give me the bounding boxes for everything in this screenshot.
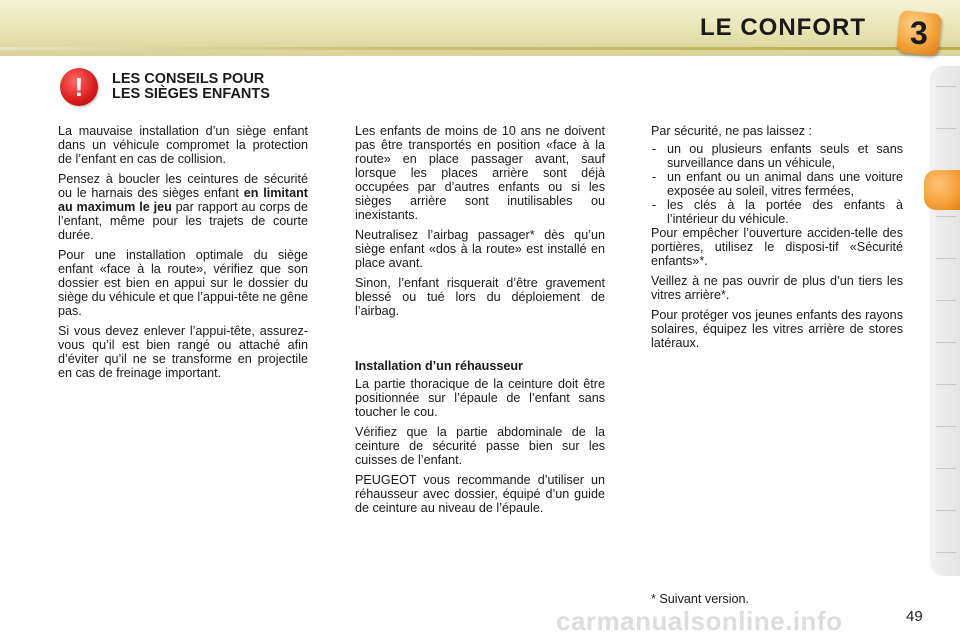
rail-divider — [936, 426, 956, 427]
text-column-2-lower — [355, 377, 605, 521]
rail-divider — [936, 342, 956, 343]
paragraph: Pour empêcher l’ouverture acciden-telle des portières, utilisez le disposi-tif «Sécurité enfants»*. — [651, 226, 903, 268]
watermark: carmanualsonline.info — [556, 606, 843, 636]
text-column-2 — [355, 124, 605, 324]
list-item: - les clés à la portée des enfants à l’intérieur du véhicule. — [651, 198, 903, 226]
bullet-list — [651, 142, 903, 226]
list-item: - un enfant ou un animal dans une voiture exposée au soleil, vitres fermées, — [651, 170, 903, 198]
rail-divider — [936, 128, 956, 129]
paragraph: La mauvaise installation d’un siège enfant dans un véhicule compromet la protection de l’enfant en cas de collision. — [58, 124, 308, 166]
section-title — [112, 72, 270, 102]
rail-divider — [936, 468, 956, 469]
paragraph: Neutralisez l’airbag passager* dès qu’un siège enfant «dos à la route» est installé en place avant. — [355, 228, 605, 270]
paragraph: Si vous devez enlever l’appui-tête, assurez-vous qu’il est bien rangé ou attaché afin d’éviter qu’il ne se transforme en projectile en cas de freinage important. — [58, 324, 308, 380]
rail-divider — [936, 552, 956, 553]
paragraph: La partie thoracique de la ceinture doit être positionnée sur l’épaule de l’enfant sans toucher le cou. — [355, 377, 605, 419]
text-column-1 — [58, 124, 308, 386]
paragraph-text: par rapport au corps de l’enfant, même pour les trajets de courte durée. — [58, 200, 308, 242]
paragraph: Veillez à ne pas ouvrir de plus d’un tiers les vitres arrière*. — [651, 274, 903, 302]
text-column-3 — [651, 124, 903, 356]
emphasis-text: en limitant au maximum le jeu — [58, 186, 308, 214]
paragraph: Pour protéger vos jeunes enfants des rayons solaires, équipez les vitres arrière de stores latéraux. — [651, 308, 903, 350]
paragraph: Par sécurité, ne pas laissez : — [651, 124, 812, 138]
paragraph: Pour une installation optimale du siège enfant «face à la route», vérifiez que son dossier est bien en appui sur le dossier du siège du véhicule et que l’appui-tête ne gêne pas. — [58, 248, 308, 318]
page-number: 49 — [906, 608, 923, 625]
footnote: * Suivant version. — [651, 592, 750, 606]
paragraph: PEUGEOT vous recommande d’utiliser un réhausseur avec dossier, équipé d’un guide de ceinture au niveau de l’épaule. — [355, 473, 605, 515]
section-title-line1: LES CONSEILS POUR — [112, 71, 265, 87]
paragraph: Vérifiez que la partie abdominale de la ceinture de sécurité passe bien sur les cuisses de l’enfant. — [355, 425, 605, 467]
subheading: Installation d’un réhausseur — [355, 359, 523, 373]
paragraph: Sinon, l’enfant risquerait d’être gravement blessé ou tué lors du déploiement de l’airbag. — [355, 276, 605, 318]
rail-divider — [936, 258, 956, 259]
side-tab-rail — [930, 66, 960, 576]
chapter-side-tab[interactable] — [924, 170, 960, 210]
chapter-number: 3 — [910, 14, 928, 51]
paragraph-text: Pensez à boucler les ceintures de sécurité ou le harnais des sièges enfant — [58, 172, 308, 200]
chapter-title: LE CONFORT — [700, 14, 866, 41]
rail-divider — [936, 384, 956, 385]
paragraph — [58, 172, 308, 242]
header-rule — [0, 47, 960, 50]
chapter-number-badge — [896, 10, 942, 56]
list-item: - un ou plusieurs enfants seuls et sans surveillance dans un véhicule, — [651, 142, 903, 170]
exclamation-warning-icon: ! — [60, 68, 98, 106]
section-title-line2: LES SIÈGES ENFANTS — [112, 86, 270, 102]
rail-divider — [936, 216, 956, 217]
rail-divider — [936, 300, 956, 301]
rail-divider — [936, 510, 956, 511]
paragraph: Les enfants de moins de 10 ans ne doivent pas être transportés en position «face à la route» en place passager avant, sauf lorsque les places arrière sont déjà occupées par d’autres enfants ou si les sièges arrière sont inutilisables ou inexistants. — [355, 124, 605, 222]
rail-divider — [936, 86, 956, 87]
